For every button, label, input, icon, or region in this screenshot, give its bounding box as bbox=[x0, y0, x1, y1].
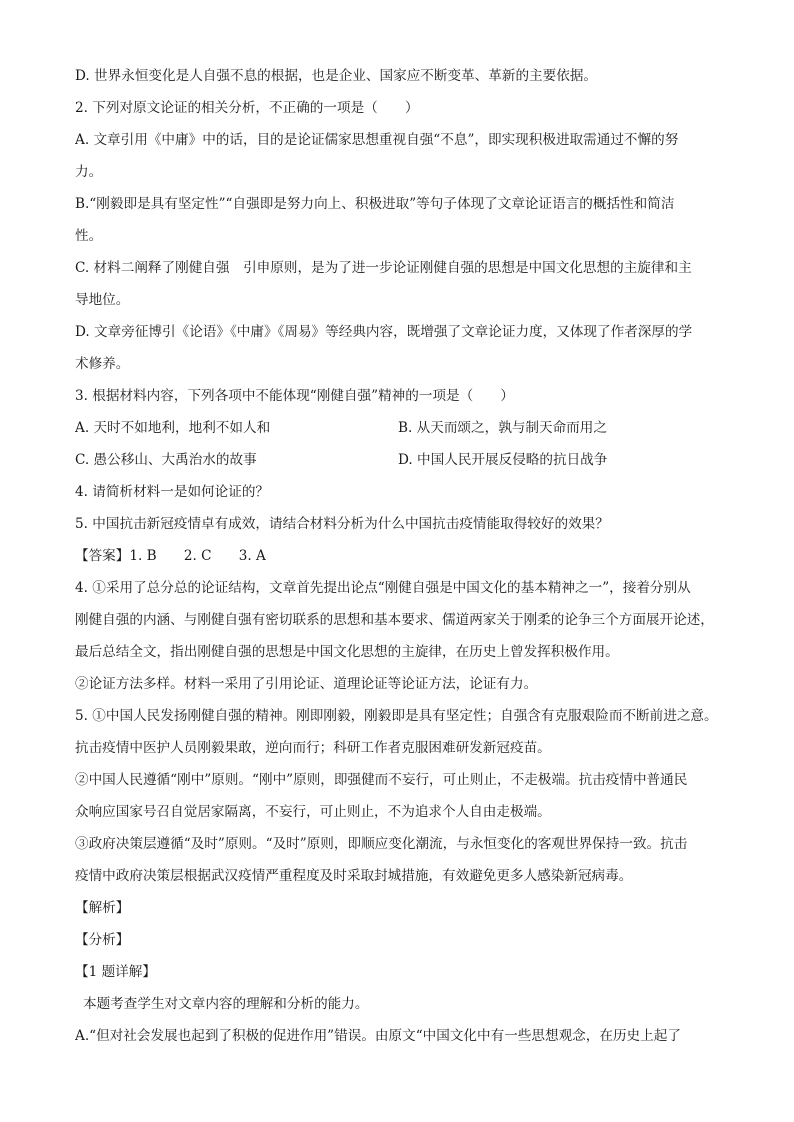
answer-4-line-2: 刚健自强的内涵、与刚健自强有密切联系的思想和基本要求、儒道两家关于刚柔的论争三个方面展开论述， bbox=[75, 612, 714, 628]
q2-option-a-cont: 力。 bbox=[75, 164, 103, 180]
answer-4-line-4: ②论证方法多样。材料一采用了引用论证、道理论证等论证方法，论证有力。 bbox=[75, 676, 538, 692]
q1-detail-intro: 本题考查学生对文章内容的理解和分析的能力。 bbox=[83, 996, 369, 1012]
answer-5-line-5: ③政府决策层遵循“及时”原则。“及时”原则，即顺应变化潮流，与永恒变化的客观世界保持一致。抗击 bbox=[75, 836, 688, 852]
q3-option-b: B. 从天而颂之，孰与制天命而用之 bbox=[398, 420, 607, 436]
answer-key: 【答案】1. B 2. C 3. A bbox=[75, 548, 266, 564]
q2-option-d-cont: 术修养。 bbox=[75, 356, 130, 372]
q3-stem: 3. 根据材料内容，下列各项中不能体现“刚健自强”精神的一项是（ ） bbox=[75, 388, 515, 404]
q2-option-a: A. 文章引用《中庸》中的话，目的是论证儒家思想重视自强“不息”，即实现积极进取需通过不懈的努 bbox=[75, 132, 679, 148]
answer-4-line-3: 最后总结全文，指出刚健自强的思想是中国文化思想的主旋律，在历史上曾发挥积极作用。 bbox=[75, 644, 619, 660]
fenxi-heading: 【分析】 bbox=[75, 932, 130, 948]
q3-option-a: A. 天时不如地利，地利不如人和 bbox=[75, 420, 271, 436]
q1-option-d: D. 世界永恒变化是人自强不息的根据，也是企业、国家应不断变革、革新的主要依据。 bbox=[75, 68, 598, 84]
q4-stem: 4. 请简析材料一是如何论证的？ bbox=[75, 484, 270, 500]
answer-5-line-6: 疫情中政府决策层根据武汉疫情严重程度及时采取封城措施，有效避免更多人感染新冠病毒。 bbox=[75, 868, 633, 884]
q2-option-c: C. 材料二阐释了刚健自强 引申原则，是为了进一步论证刚健自强的思想是中国文化思想的主旋律和主 bbox=[75, 260, 692, 276]
answer-5-line-1: 5. ①中国人民发扬刚健自强的精神。刚即刚毅，刚毅即是具有坚定性；自强含有克服艰险而不断前进之意。 bbox=[75, 708, 718, 724]
q2-option-d: D. 文章旁征博引《论语》《中庸》《周易》等经典内容，既增强了文章论证力度，又体现了作者深厚的学 bbox=[75, 324, 693, 340]
q2-option-b: B.“刚毅即是具有坚定性”“自强即是努力向上、积极进取”等句子体现了文章论证语言的概括性和简洁 bbox=[75, 196, 675, 212]
answer-5-line-4: 众响应国家号召自觉居家隔离，不妄行，可止则止，不为追求个人自由走极端。 bbox=[75, 804, 551, 820]
answer-4-line-1: 4. ①采用了总分总的论证结构，文章首先提出论点“刚健自强是中国文化的基本精神之一”，接着分别从 bbox=[75, 580, 691, 596]
q2-option-c-cont: 导地位。 bbox=[75, 292, 130, 308]
q3-option-d: D. 中国人民开展反侵略的抗日战争 bbox=[398, 452, 608, 468]
q2-stem: 2. 下列对原文论证的相关分析，不正确的一项是（ ） bbox=[75, 100, 419, 116]
q1-detail-a: A.“但对社会发展也起到了积极的促进作用”错误。由原文“中国文化中有一些思想观念，在历史上起了 bbox=[75, 1028, 681, 1044]
answer-5-line-2: 抗击疫情中医护人员刚毅果敢，逆向而行；科研工作者克服困难研发新冠疫苗。 bbox=[75, 740, 551, 756]
analysis-heading: 【解析】 bbox=[75, 900, 130, 916]
q5-stem: 5. 中国抗击新冠疫情卓有成效，请结合材料分析为什么中国抗击疫情能取得较好的效果？ bbox=[75, 516, 609, 532]
q1-detail-heading: 【1 题详解】 bbox=[75, 964, 156, 980]
answer-5-line-3: ②中国人民遵循“刚中”原则。“刚中”原则，即强健而不妄行，可止则止，不走极端。抗击疫情中普通民 bbox=[75, 772, 688, 788]
q2-option-b-cont: 性。 bbox=[75, 228, 103, 244]
q3-option-c: C. 愚公移山、大禹治水的故事 bbox=[75, 452, 257, 468]
